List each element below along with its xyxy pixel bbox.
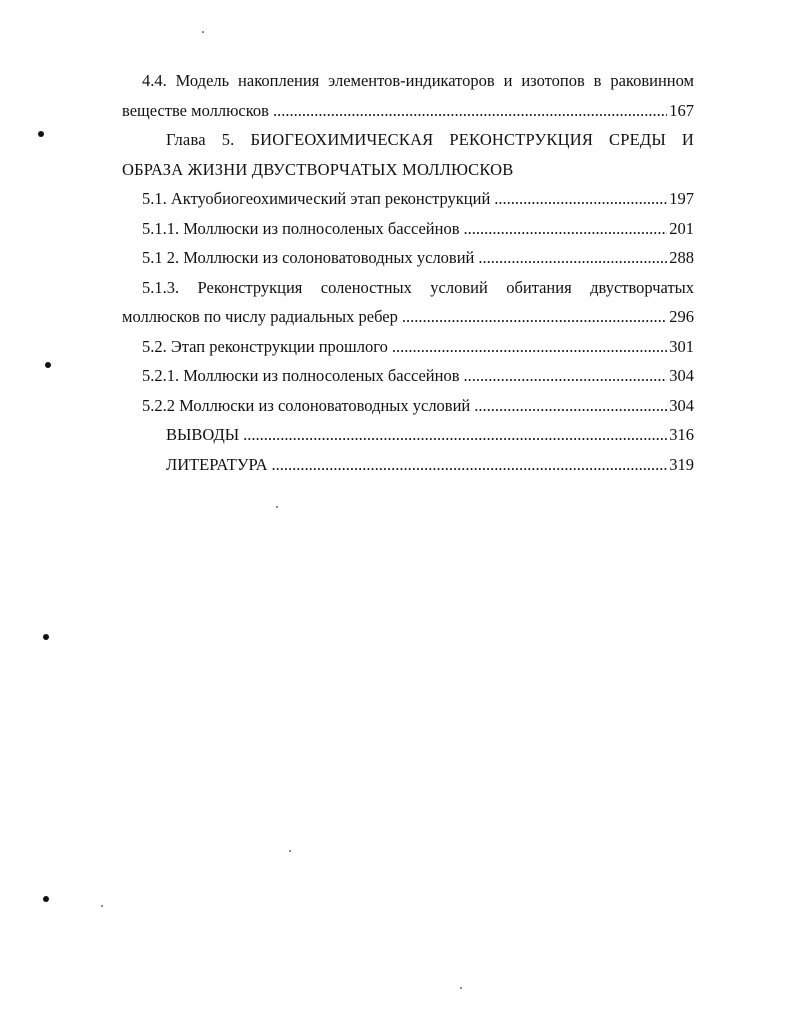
page-number: 304 <box>669 395 694 415</box>
toc-entry-title: ВЫВОДЫ <box>166 425 240 444</box>
page-number: 197 <box>669 189 694 208</box>
toc-entry-5-1-3-line-2 <box>122 302 694 332</box>
toc-entry-title: веществе моллюсков <box>122 100 269 120</box>
toc-entry-title: ЛИТЕРАТУРА <box>166 454 268 474</box>
dot-leader <box>478 243 667 273</box>
toc-entry-title: 4.4. Модель накопления элементов-индикаторов и изотопов в раковинном <box>142 71 694 90</box>
dot-leader <box>392 332 667 362</box>
toc-entry-literature <box>122 450 694 480</box>
binding-hole-mark <box>45 362 51 368</box>
page-number: 301 <box>669 336 694 356</box>
dot-leader <box>494 184 667 214</box>
toc-entry-5-1-1 <box>122 214 694 244</box>
table-of-contents <box>122 66 694 479</box>
toc-entry-4-4-line-2 <box>122 96 694 126</box>
dot-leader <box>273 96 667 126</box>
toc-entry-5-2 <box>122 332 694 362</box>
scan-speck <box>289 850 291 852</box>
dot-leader <box>402 302 667 332</box>
toc-entry-title: 5.2.2 Моллюски из солоноватоводных условий <box>142 395 471 415</box>
toc-entry-title: моллюсков по числу радиальных ребер <box>122 307 398 326</box>
scan-speck <box>202 31 204 33</box>
page-number: 201 <box>669 218 694 238</box>
page-number: 288 <box>669 248 694 267</box>
toc-entry-title: 5.1 2. Моллюски из солоноватоводных условий <box>142 248 475 267</box>
toc-entry-5-1-3-line-1 <box>122 273 694 303</box>
page-number: 319 <box>669 454 694 474</box>
dot-leader <box>272 450 668 480</box>
page-number: 304 <box>669 366 694 385</box>
scan-speck <box>276 506 278 508</box>
binding-hole-mark <box>43 896 49 902</box>
scan-speck <box>460 987 462 989</box>
chapter-heading-line-1 <box>122 125 694 155</box>
dot-leader <box>243 420 667 450</box>
page-number: 316 <box>669 425 694 444</box>
chapter-heading-line-2 <box>122 155 694 185</box>
toc-entry-title: 5.1.1. Моллюски из полносоленых бассейнов <box>142 218 460 238</box>
dot-leader <box>474 391 667 421</box>
toc-entry-5-2-1 <box>122 361 694 391</box>
toc-entry-5-1 <box>122 184 694 214</box>
dot-leader <box>464 361 668 391</box>
binding-hole-mark <box>43 634 49 640</box>
chapter-title: ОБРАЗА ЖИЗНИ ДВУСТВОРЧАТЫХ МОЛЛЮСКОВ <box>122 159 514 179</box>
toc-entry-title: 5.2. Этап реконструкции прошлого <box>142 336 388 356</box>
toc-entry-4-4-line-1 <box>122 66 694 96</box>
binding-hole-mark <box>38 131 44 137</box>
toc-entry-5-2-2 <box>122 391 694 421</box>
toc-entry-title: 5.1.3. Реконструкция соленостных условий обитания двустворчатых <box>142 277 694 297</box>
toc-entry-title: 5.1. Актуобиогеохимический этап реконструкций <box>142 189 491 208</box>
scan-speck <box>101 905 103 907</box>
toc-entry-5-1-2 <box>122 243 694 273</box>
page-number: 167 <box>669 100 694 120</box>
chapter-title: Глава 5. БИОГЕОХИМИЧЕСКАЯ РЕКОНСТРУКЦИЯ СРЕДЫ И <box>166 130 694 149</box>
toc-entry-title: 5.2.1. Моллюски из полносоленых бассейнов <box>142 366 460 385</box>
page-number: 296 <box>669 307 694 326</box>
dot-leader <box>464 214 668 244</box>
toc-entry-conclusions <box>122 420 694 450</box>
